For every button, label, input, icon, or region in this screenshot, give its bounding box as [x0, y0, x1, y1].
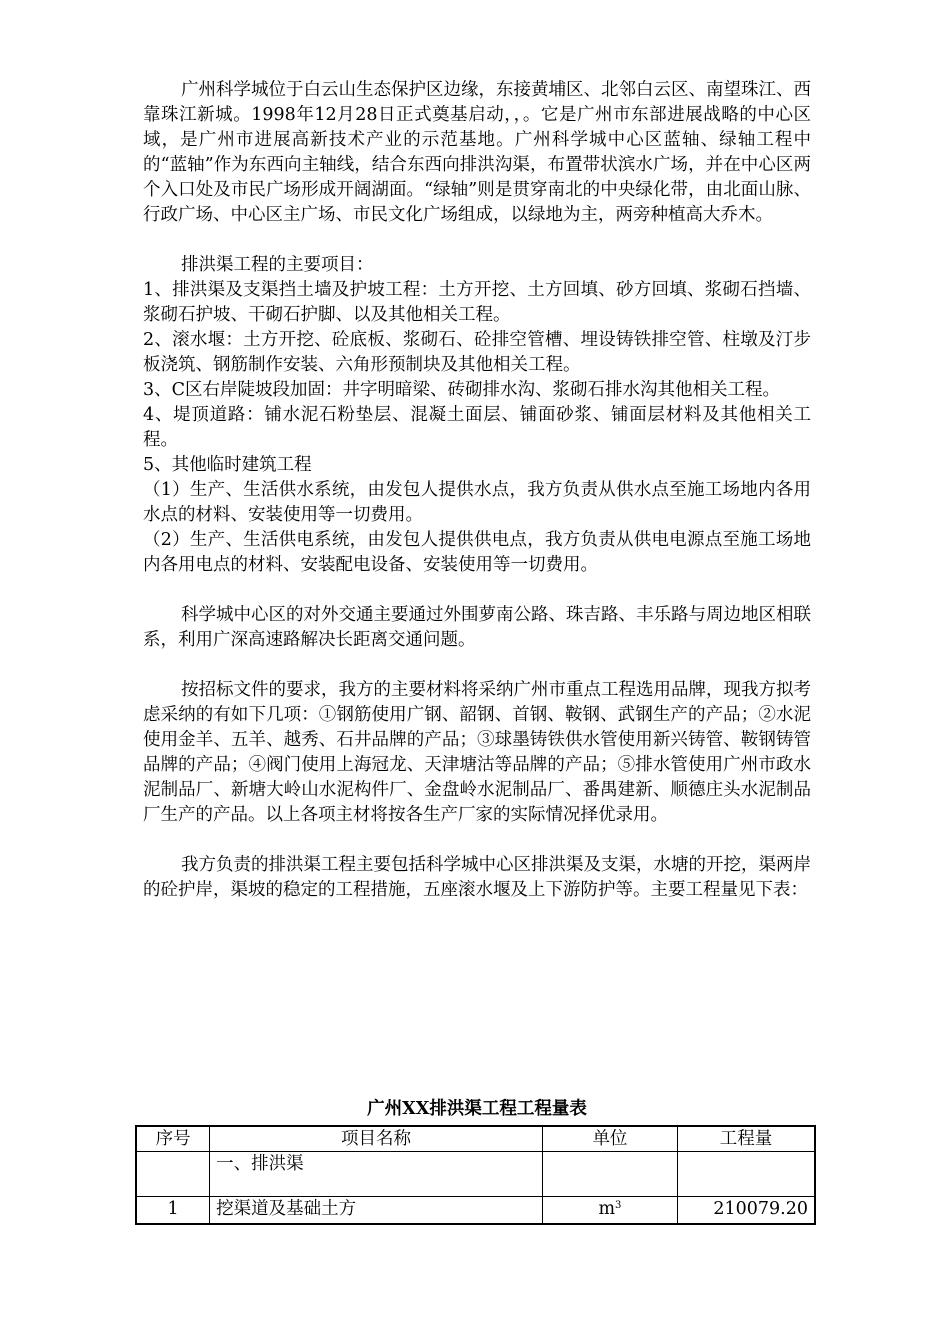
quantity-table: [135, 1125, 816, 1225]
project-item-5-1: （1）生产、生活供水系统，由发包人提供水点，我方负责从供水点至施工场地内各用水点的材料、安装使用等一切费用。: [143, 480, 811, 525]
project-item-2: 2、滚水堰：土方开挖、砼底板、浆砌石、砼排空管槽、埋设铸铁排空管、柱墩及汀步板浇筑、钢筋制作安装、六角形预制块及其他相关工程。: [143, 330, 811, 375]
cell-unit: [542, 1152, 677, 1197]
cell-no: 1: [136, 1197, 210, 1225]
project-item-4: 4、堤顶道路：铺水泥石粉垫层、混凝土面层、铺面砂浆、铺面层材料及其他相关工程。: [143, 405, 811, 450]
cell-no: [136, 1152, 210, 1197]
document-body: [143, 78, 811, 903]
project-item-5: 5、其他临时建筑工程: [143, 455, 312, 475]
header-unit: 单位: [542, 1126, 677, 1152]
project-item-5-2: （2）生产、生活供电系统，由发包人提供供电点，我方负责从供电电源点至施工场地内各用电点的材料、安装配电设备、安装使用等一切费用。: [143, 530, 811, 575]
traffic-paragraph: 科学城中心区的对外交通主要通过外围萝南公路、珠吉路、丰乐路与周边地区相联系，利用广深高速路解决长距离交通问题。: [143, 605, 811, 650]
cell-name: 挖渠道及基础土方: [210, 1197, 543, 1225]
scope-paragraph: 我方负责的排洪渠工程主要包括科学城中心区排洪渠及支渠，水塘的开挖，渠两岸的砼护岸，渠坡的稳定的工程措施，五座滚水堰及上下游防护等。主要工程量见下表：: [143, 855, 811, 900]
cell-qty: 210079.20: [677, 1197, 815, 1225]
table-row: [136, 1197, 815, 1225]
unit-superscript: 3: [615, 1200, 622, 1211]
header-qty: 工程量: [677, 1126, 815, 1152]
unit-base: m: [598, 1199, 616, 1219]
materials-paragraph: 按招标文件的要求，我方的主要材料将采纳广州市重点工程选用品牌，现我方拟考虑采纳的有如下几项：①钢筋使用广钢、韶钢、首钢、鞍钢、武钢生产的产品；②水泥使用金羊、五羊、越秀、石井品牌的产品；③球墨铸铁供水管使用新兴铸管、鞍钢铸管品牌的产品；④阀门使用上海冠龙、天津塘沽等品牌的产品；⑤排水管使用广州市政水泥制品厂、新塘大岭山水泥构件厂、金盘岭水泥制品厂、番禺建新、顺德庄头水泥制品厂生产的产品。以上各项主材将按各生产厂家的实际情况择优录用。: [143, 680, 811, 825]
table-header-row: [136, 1126, 815, 1152]
header-name: 项目名称: [210, 1126, 543, 1152]
project-item-1: 1、排洪渠及支渠挡土墙及护坡工程：土方开挖、土方回填、砂方回填、浆砌石挡墙、浆砌石护坡、干砌石护脚、以及其他相关工程。: [143, 280, 811, 325]
intro-paragraph: 广州科学城位于白云山生态保护区边缘，东接黄埔区、北邻白云区、南望珠江、西靠珠江新城。1998年12月28日正式奠基启动，，。它是广州市东部进展战略的中心区域，是广州市进展高新技术产业的示范基地。广州科学城中心区蓝轴、绿轴工程中的“蓝轴”作为东西向主轴线，结合东西向排洪沟渠，布置带状滨水广场，并在中心区两个入口处及市民广场形成开阔湖面。“绿轴”则是贯穿南北的中央绿化带，由北面山脉、行政广场、中心区主广场、市民文化广场组成，以绿地为主，两旁种植高大乔木。: [143, 80, 811, 225]
project-item-3: 3、C区右岸陡坡段加固：井字明暗梁、砖砌排水沟、浆砌石排水沟其他相关工程。: [143, 380, 781, 400]
cell-name: 一、排洪渠: [210, 1152, 543, 1197]
table-title: 广州XX排洪渠工程工程量表: [367, 1099, 587, 1119]
cell-unit: [542, 1197, 677, 1225]
projects-heading: 排洪渠工程的主要项目：: [181, 255, 374, 275]
cell-qty: [677, 1152, 815, 1197]
table-row-section: [136, 1152, 815, 1197]
header-no: 序号: [136, 1126, 210, 1152]
